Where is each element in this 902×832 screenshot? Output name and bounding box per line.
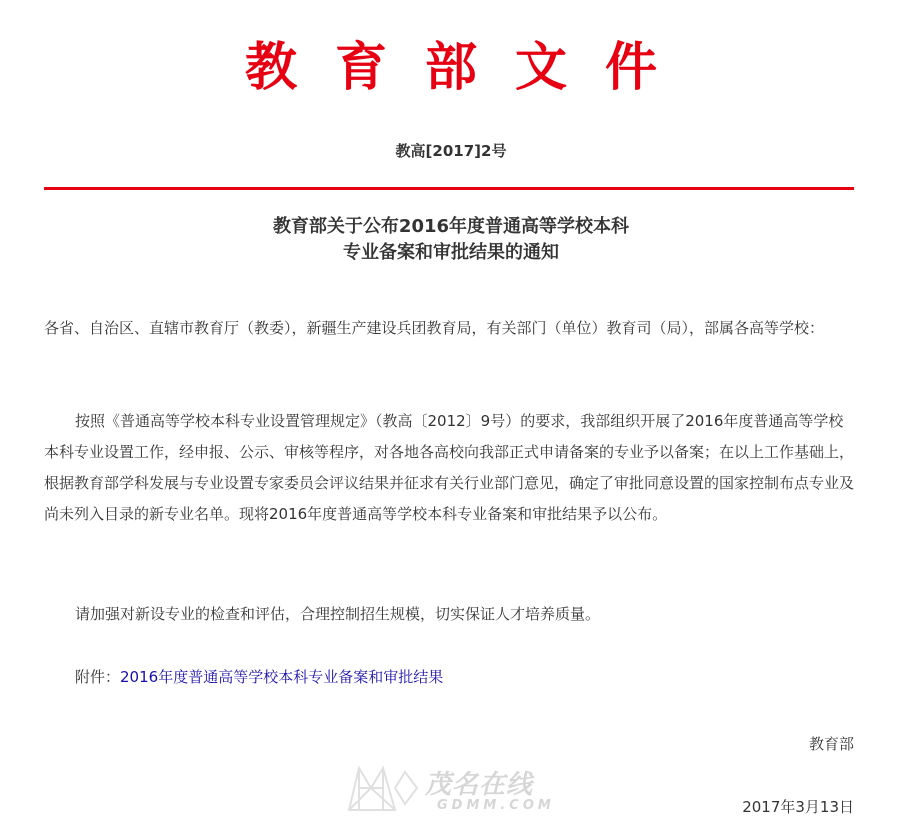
watermark-m-icon <box>345 758 423 816</box>
salutation: 各省、自治区、直辖市教育厅（教委），新疆生产建设兵团教育局，有关部门（单位）教育司（局），部属各高等学校： <box>44 319 825 337</box>
notice-title-line1: 教育部关于公布2016年度普通高等学校本科 <box>272 216 630 237</box>
attachment-link[interactable]: 2016年度普通高等学校本科专业备案和审批结果 <box>120 668 444 686</box>
attachment-line <box>44 662 854 693</box>
issuer-signature: 教育部 <box>808 735 854 753</box>
document-number: 教高[2017]2号 <box>395 142 507 160</box>
watermark-text: 茂名在线 <box>425 770 534 800</box>
document-header-title: 教育部文件 <box>244 37 695 98</box>
notice-title-line2: 专业备案和审批结果的通知 <box>343 242 559 263</box>
issue-date: 2017年3月13日 <box>742 798 854 816</box>
watermark-subtext: GDMM.COM <box>437 798 555 813</box>
watermark-logo <box>345 758 570 820</box>
red-divider <box>44 187 854 190</box>
notice-title <box>0 214 902 266</box>
attachment-label: 附件： <box>75 668 121 686</box>
body-paragraph-2: 请加强对新设专业的检查和评估，合理控制招生规模，切实保证人才培养质量。 <box>75 605 601 623</box>
body-paragraph-1: 按照《普通高等学校本科专业设置管理规定》（教高〔2012〕9号）的要求，我部组织开展了2016年度普通高等学校本科专业设置工作，经申报、公示、审核等程序，对各地各高校向我部正式申请备案的专业予以备案；在以上工作基础上，根据教育部学科发展与专业设置专家委员会评议结果并征求有关行业部门意见，确定了审批同意设置的国家控制布点专业及尚未列入目录的新专业名单。现将2016年度普通高等学校本科专业备案和审批结果予以公布。 <box>44 412 855 523</box>
